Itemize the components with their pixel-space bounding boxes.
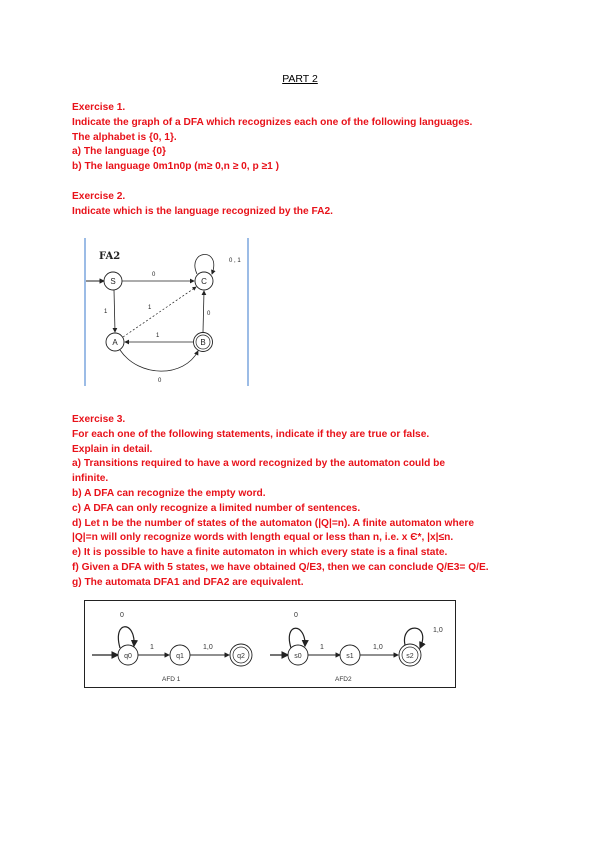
edge-label-b-a: 1: [156, 333, 160, 339]
exercise-3-line: b) A DFA can recognize the empty word.: [72, 487, 266, 499]
edge-label-a-c: 1: [148, 305, 152, 311]
dfa2-loop2-label: 1,0: [433, 627, 443, 634]
exercise-3-line: a) Transitions required to have a word recognized by the automaton could be: [72, 458, 446, 470]
state-c-label: C: [201, 277, 207, 286]
exercise-3-line: d) Let n be the number of states of the automaton (|Q|=n). A finite automaton where: [72, 517, 474, 529]
dfa2-state-s0-label: s0: [294, 653, 302, 660]
exercise-3-line: c) A DFA can only recognize a limited number of sentences.: [72, 502, 361, 514]
exercise-1-line: The alphabet is {0, 1}.: [72, 131, 177, 143]
dfa1-t2-label: 1,0: [203, 644, 213, 651]
dfa-comparison-figure: [84, 600, 458, 690]
exercise-3-line: infinite.: [72, 473, 109, 485]
dfa1-caption: AFD 1: [162, 676, 181, 683]
dfa1-state-q0-label: q0: [124, 653, 132, 660]
dfa1-state-q1-label: q1: [176, 653, 184, 660]
exercise-3-block: [72, 413, 489, 591]
edge-label-c-loop: 0 , 1: [229, 258, 241, 264]
state-a-label: A: [112, 338, 118, 347]
exercise-3-line: For each one of the following statements, indicate if they are true or false.: [72, 428, 430, 440]
dfa2-caption: AFD2: [335, 676, 352, 683]
exercise-2-block: [72, 190, 333, 220]
dfa2-t1-label: 1: [320, 644, 324, 651]
edge-label-b-c: 0: [207, 311, 211, 317]
exercise-1-block: [72, 101, 472, 175]
exercise-3-line: |Q|=n will only recognize words with length equal or less than n, i.e. x Є*, |x|≤n.: [72, 532, 454, 544]
dfa1-t1-label: 1: [150, 644, 154, 651]
fa2-figure: [84, 238, 254, 388]
dfa2-loop0-label: 0: [294, 612, 298, 619]
exercise-1-line: a) The language {0}: [72, 146, 166, 158]
dfa1-loop-label: 0: [120, 612, 124, 619]
edge-label-a-b: 0: [158, 378, 162, 384]
exercise-1-line: Indicate the graph of a DFA which recognizes each one of the following languages.: [72, 116, 473, 128]
page-title: PART 2: [282, 73, 318, 85]
exercise-3-heading: Exercise 3.: [72, 414, 126, 425]
state-s-label: S: [110, 277, 116, 286]
dfa2-t2-label: 1,0: [373, 644, 383, 651]
exercise-1-heading: Exercise 1.: [72, 102, 126, 113]
edge-label-s-a: 1: [104, 309, 108, 315]
dfa2-state-s2-label: s2: [406, 653, 414, 660]
exercise-3-line: Explain in detail.: [72, 443, 153, 455]
edge-label-s-c: 0: [152, 272, 156, 278]
exercise-3-line: f) Given a DFA with 5 states, we have obtained Q/E3, then we can conclude Q/E3= Q/E.: [72, 561, 489, 573]
exercise-3-line: e) It is possible to have a finite automaton in which every state is a final state.: [72, 547, 448, 559]
exercise-2-line: Indicate which is the language recognized by the FA2.: [72, 205, 333, 217]
state-b-label: B: [200, 338, 206, 347]
exercise-1-line: b) The language 0m1n0p (m≥ 0,n ≥ 0, p ≥1 ): [72, 161, 279, 173]
exercise-3-line: g) The automata DFA1 and DFA2 are equivalent.: [72, 576, 304, 588]
dfa1-state-q2-label: q2: [237, 653, 245, 660]
dfa2-state-s1-label: s1: [346, 653, 354, 660]
exercise-2-heading: Exercise 2.: [72, 191, 126, 202]
fa2-label: FA2: [99, 251, 121, 262]
